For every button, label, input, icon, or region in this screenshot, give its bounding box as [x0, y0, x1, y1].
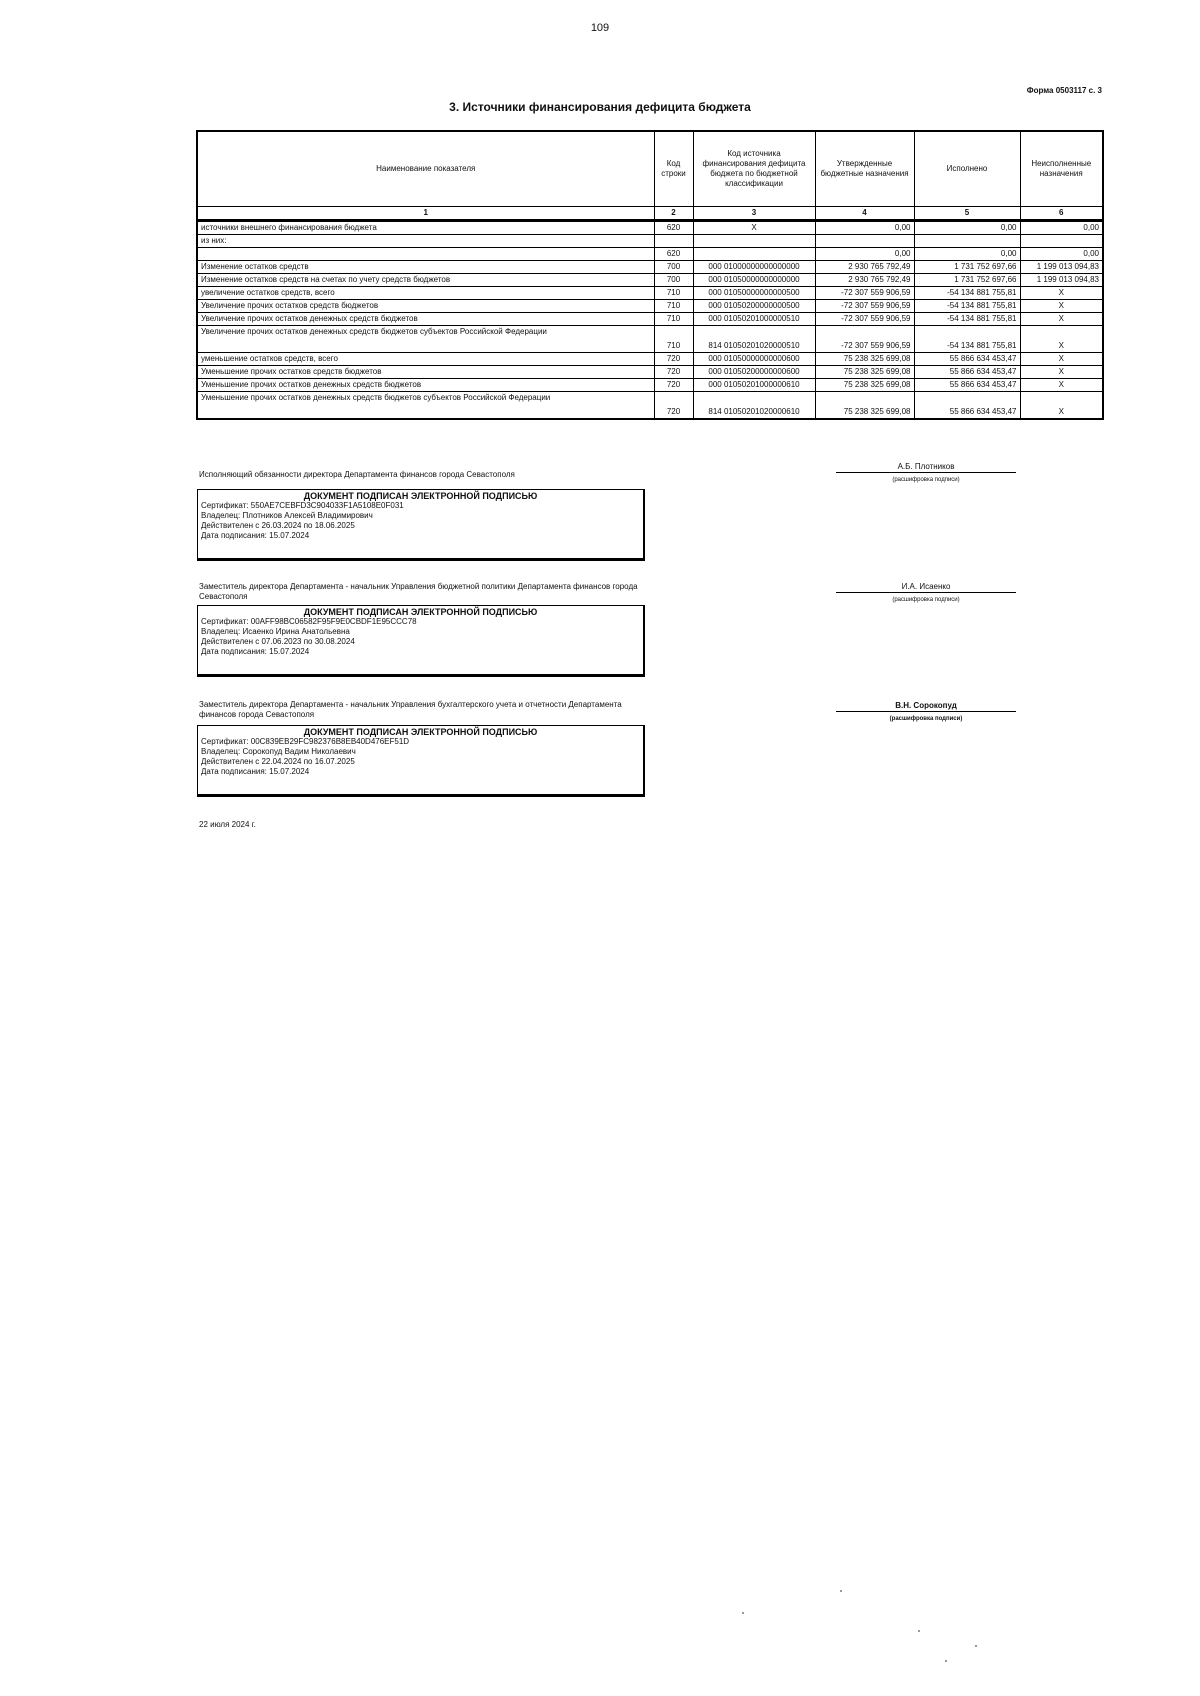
cell-indicator-name: Изменение остатков средств	[197, 261, 654, 274]
cell-source-code: 000 01050200000000500	[693, 300, 815, 313]
cell-line-code: 620	[654, 221, 693, 235]
cell-source-code: X	[693, 221, 815, 235]
cell-indicator-name: Уменьшение прочих остатков денежных средств бюджетов субъектов Российской Федерации	[197, 392, 654, 420]
e-signature-stamp	[197, 489, 645, 561]
column-number: 4	[815, 207, 914, 221]
scan-speck	[840, 1590, 842, 1592]
table-row	[197, 221, 1103, 235]
scan-speck	[742, 1612, 744, 1614]
stamp-title: ДОКУМЕНТ ПОДПИСАН ЭЛЕКТРОННОЙ ПОДПИСЬЮ	[303, 607, 538, 617]
cell-source-code: 000 01050000000000600	[693, 353, 815, 366]
cell-unexecuted: 0,00	[1020, 221, 1103, 235]
cell-executed: 0,00	[914, 221, 1020, 235]
table-row	[197, 392, 1103, 420]
stamp-owner: Владелец: Плотников Алексей Владимирович	[201, 511, 373, 520]
stamp-sign-date: Дата подписания: 15.07.2024	[201, 531, 310, 540]
cell-line-code: 620	[654, 248, 693, 261]
cell-unexecuted	[1020, 235, 1103, 248]
sources-table	[196, 130, 1104, 420]
signatory-name: В.Н. Сорокопуд	[836, 701, 1016, 712]
table-row	[197, 353, 1103, 366]
cell-line-code: 710	[654, 287, 693, 300]
cell-indicator-name: Увеличение прочих остатков денежных средств бюджетов	[197, 313, 654, 326]
cell-source-code: 000 01050200000000600	[693, 366, 815, 379]
cell-approved: 75 238 325 699,08	[815, 392, 914, 420]
cell-unexecuted: 1 199 013 094,83	[1020, 274, 1103, 287]
cell-unexecuted: X	[1020, 300, 1103, 313]
cell-line-code: 720	[654, 392, 693, 420]
cell-source-code: 814 01050201020000610	[693, 392, 815, 420]
cell-line-code: 720	[654, 353, 693, 366]
cell-line-code: 700	[654, 274, 693, 287]
cell-source-code: 814 01050201020000510	[693, 326, 815, 353]
cell-unexecuted: X	[1020, 326, 1103, 353]
cell-executed: -54 134 881 755,81	[914, 313, 1020, 326]
cell-executed: 1 731 752 697,66	[914, 274, 1020, 287]
cell-indicator-name: уменьшение остатков средств, всего	[197, 353, 654, 366]
cell-approved: 0,00	[815, 221, 914, 235]
cell-unexecuted: X	[1020, 287, 1103, 300]
stamp-sign-date: Дата подписания: 15.07.2024	[201, 647, 310, 656]
column-number: 6	[1020, 207, 1103, 221]
cell-executed: 55 866 634 453,47	[914, 353, 1020, 366]
cell-approved: 75 238 325 699,08	[815, 366, 914, 379]
header-indicator-name: Наименование показателя	[197, 131, 654, 207]
signatory-role: Исполняющий обязанности директора Департамента финансов города Севастополя	[199, 470, 515, 479]
cell-source-code	[693, 235, 815, 248]
cell-source-code	[693, 248, 815, 261]
stamp-validity: Действителен с 07.06.2023 по 30.08.2024	[201, 637, 355, 646]
cell-line-code: 720	[654, 366, 693, 379]
cell-executed: -54 134 881 755,81	[914, 326, 1020, 353]
cell-executed: 0,00	[914, 248, 1020, 261]
cell-indicator-name: источники внешнего финансирования бюджета	[197, 221, 654, 235]
column-number: 3	[693, 207, 815, 221]
report-date: 22 июля 2024 г.	[199, 820, 256, 829]
stamp-sign-date: Дата подписания: 15.07.2024	[201, 767, 310, 776]
cell-source-code: 000 01050000000000500	[693, 287, 815, 300]
cell-source-code: 000 01000000000000000	[693, 261, 815, 274]
cell-indicator-name: Увеличение прочих остатков денежных средств бюджетов субъектов Российской Федерации	[197, 326, 654, 353]
table-row	[197, 274, 1103, 287]
cell-executed: -54 134 881 755,81	[914, 300, 1020, 313]
cell-indicator-name: из них:	[197, 235, 654, 248]
cell-unexecuted: 0,00	[1020, 248, 1103, 261]
cell-unexecuted: X	[1020, 353, 1103, 366]
cell-approved: -72 307 559 906,59	[815, 326, 914, 353]
table-row	[197, 287, 1103, 300]
cell-approved: -72 307 559 906,59	[815, 300, 914, 313]
cell-approved: -72 307 559 906,59	[815, 313, 914, 326]
cell-line-code: 700	[654, 261, 693, 274]
signature-caption: (расшифровка подписи)	[889, 716, 963, 722]
signatory-role: Заместитель директора Департамента - начальник Управления бухгалтерского учета и отчетности Департамента финансов города Севастополя	[199, 700, 622, 719]
form-code: Форма 0503117 с. 3	[1026, 86, 1102, 95]
scan-speck	[918, 1630, 920, 1632]
cell-approved: 2 930 765 792,49	[815, 261, 914, 274]
scan-speck	[975, 1645, 977, 1647]
cell-approved: 0,00	[815, 248, 914, 261]
cell-executed: 1 731 752 697,66	[914, 261, 1020, 274]
table-row	[197, 379, 1103, 392]
cell-line-code	[654, 235, 693, 248]
cell-approved	[815, 235, 914, 248]
cell-line-code: 710	[654, 300, 693, 313]
stamp-certificate: Сертификат: 00AFF98BC06582F95F9E0CBDF1E95CCC78	[201, 617, 417, 626]
section-title: 3. Источники финансирования дефицита бюджета	[449, 100, 751, 114]
cell-unexecuted: X	[1020, 379, 1103, 392]
table-row	[197, 235, 1103, 248]
table-row	[197, 366, 1103, 379]
cell-executed: 55 866 634 453,47	[914, 379, 1020, 392]
stamp-owner: Владелец: Исаенко Ирина Анатольевна	[201, 627, 350, 636]
signatory-name: И.А. Исаенко	[836, 582, 1016, 593]
stamp-owner: Владелец: Сорокопуд Вадим Николаевич	[201, 747, 356, 756]
table-body	[197, 221, 1103, 420]
stamp-validity: Действителен с 26.03.2024 по 18.06.2025	[201, 521, 355, 530]
cell-executed: 55 866 634 453,47	[914, 366, 1020, 379]
table-row	[197, 261, 1103, 274]
cell-executed	[914, 235, 1020, 248]
cell-unexecuted: 1 199 013 094,83	[1020, 261, 1103, 274]
signature-caption: (расшифровка подписи)	[892, 597, 960, 603]
cell-source-code: 000 01050201000000510	[693, 313, 815, 326]
cell-approved: 75 238 325 699,08	[815, 353, 914, 366]
column-number: 5	[914, 207, 1020, 221]
cell-executed: -54 134 881 755,81	[914, 287, 1020, 300]
column-number-row	[197, 207, 1103, 221]
signatory-name: А.Б. Плотников	[836, 462, 1016, 473]
table-header-row	[197, 131, 1103, 207]
cell-source-code: 000 01050000000000000	[693, 274, 815, 287]
column-number: 2	[654, 207, 693, 221]
header-line-code: Код строки	[654, 131, 693, 207]
cell-source-code: 000 01050201000000610	[693, 379, 815, 392]
stamp-title: ДОКУМЕНТ ПОДПИСАН ЭЛЕКТРОННОЙ ПОДПИСЬЮ	[303, 727, 538, 737]
page-number: 109	[590, 22, 610, 34]
cell-indicator-name: увеличение остатков средств, всего	[197, 287, 654, 300]
table-row	[197, 313, 1103, 326]
signatory-role: Заместитель директора Департамента - начальник Управления бюджетной политики Департамента финансов города Севастополя	[199, 582, 638, 601]
table-row	[197, 248, 1103, 261]
signature-caption: (расшифровка подписи)	[892, 477, 960, 483]
stamp-certificate: Сертификат: 00C839EB29FC982376B8EB40D476EF51D	[201, 737, 410, 746]
header-executed: Исполнено	[914, 131, 1020, 207]
scan-speck	[945, 1660, 947, 1662]
table-row	[197, 326, 1103, 353]
cell-executed: 55 866 634 453,47	[914, 392, 1020, 420]
cell-indicator-name: Уменьшение прочих остатков денежных средств бюджетов	[197, 379, 654, 392]
e-signature-stamp	[197, 605, 645, 677]
stamp-certificate: Сертификат: 550AE7CEBFD3C904033F1A5108E0F031	[201, 501, 404, 510]
table-row	[197, 300, 1103, 313]
e-signature-stamp	[197, 725, 645, 797]
cell-unexecuted: X	[1020, 313, 1103, 326]
header-approved: Утвержденные бюджетные назначения	[815, 131, 914, 207]
cell-approved: 2 930 765 792,49	[815, 274, 914, 287]
cell-indicator-name: Изменение остатков средств на счетах по учету средств бюджетов	[197, 274, 654, 287]
header-source-code: Код источника финансирования дефицита бюджета по бюджетной классификации	[693, 131, 815, 207]
cell-line-code: 720	[654, 379, 693, 392]
column-number: 1	[197, 207, 654, 221]
cell-indicator-name	[197, 248, 654, 261]
cell-line-code: 710	[654, 326, 693, 353]
header-unexecuted: Неисполненные назначения	[1020, 131, 1103, 207]
cell-approved: 75 238 325 699,08	[815, 379, 914, 392]
cell-unexecuted: X	[1020, 392, 1103, 420]
cell-unexecuted: X	[1020, 366, 1103, 379]
stamp-title: ДОКУМЕНТ ПОДПИСАН ЭЛЕКТРОННОЙ ПОДПИСЬЮ	[303, 491, 538, 501]
cell-line-code: 710	[654, 313, 693, 326]
cell-approved: -72 307 559 906,59	[815, 287, 914, 300]
stamp-validity: Действителен с 22.04.2024 по 16.07.2025	[201, 757, 355, 766]
cell-indicator-name: Увеличение прочих остатков средств бюджетов	[197, 300, 654, 313]
cell-indicator-name: Уменьшение прочих остатков средств бюджетов	[197, 366, 654, 379]
